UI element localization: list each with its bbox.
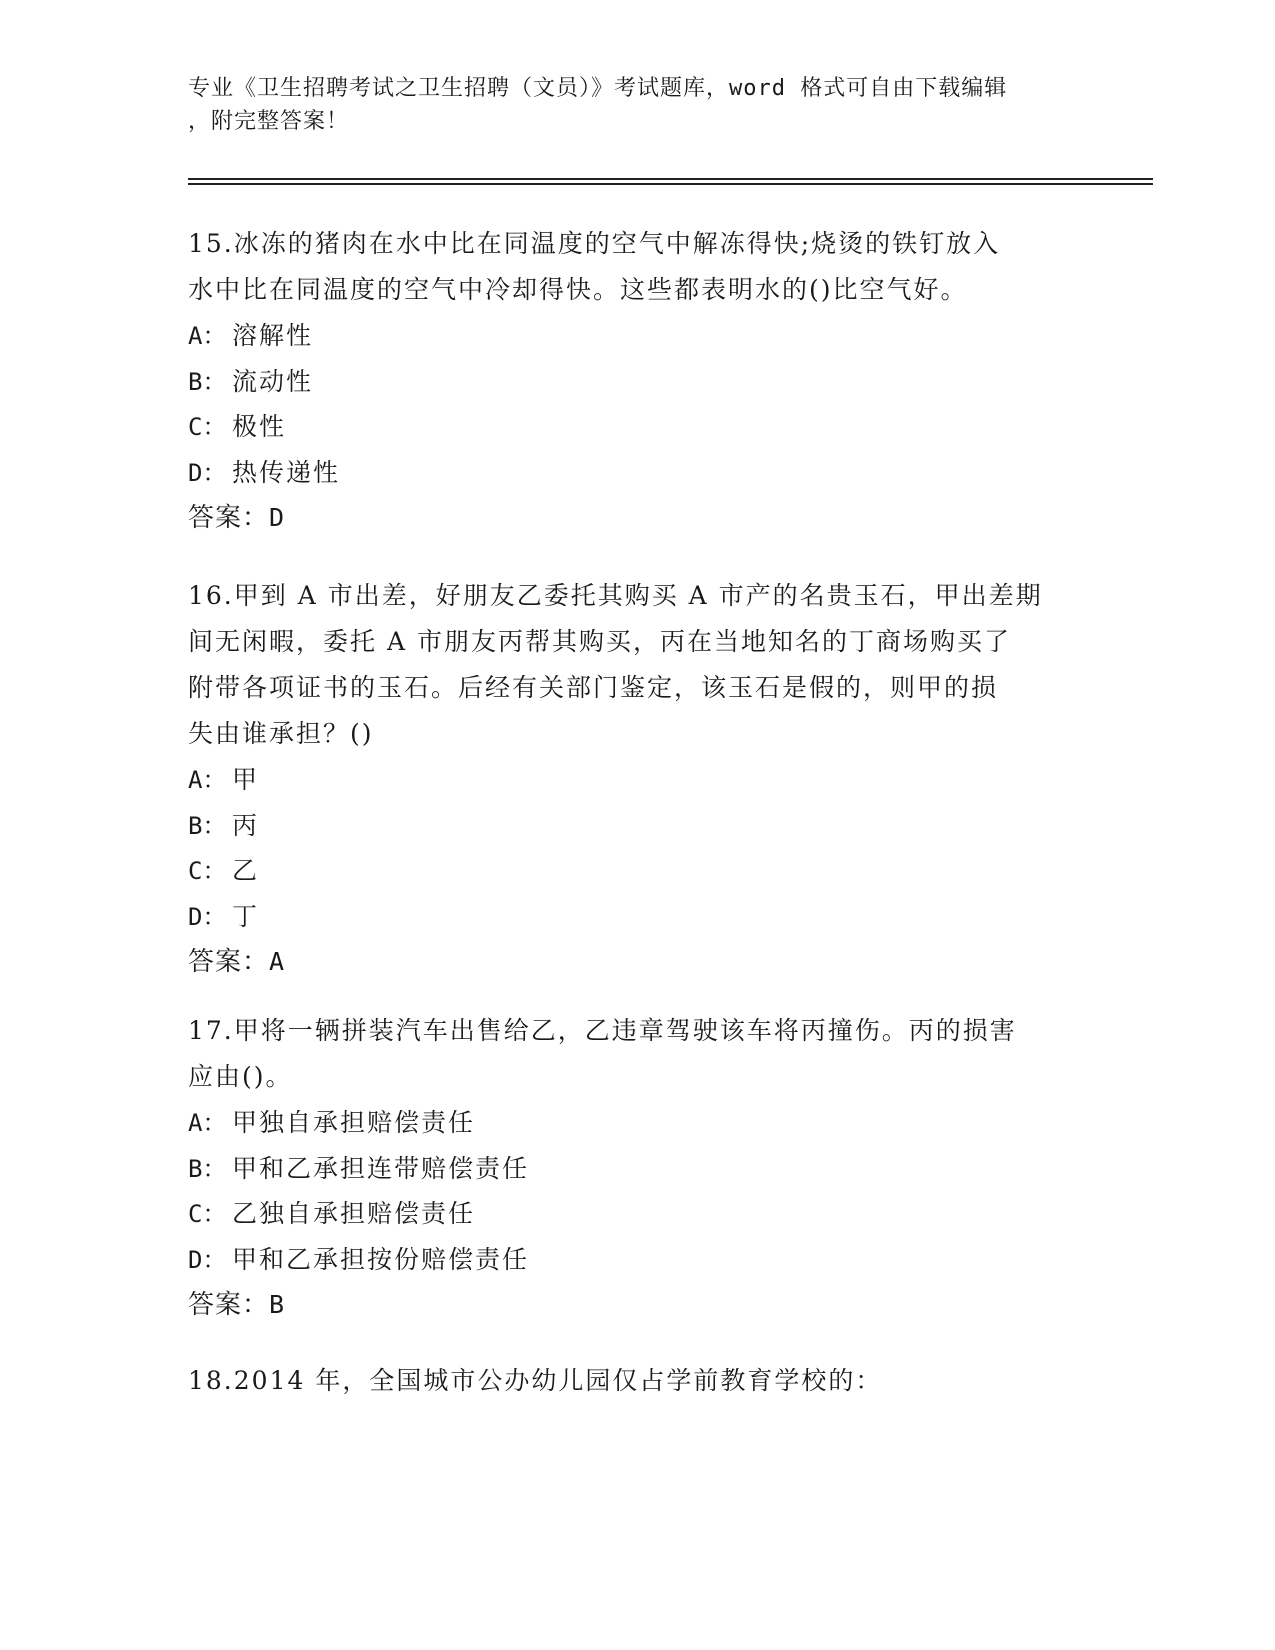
option-text: 甲和乙承担按份赔偿责任 xyxy=(232,1244,530,1274)
option-key: A： xyxy=(188,766,227,794)
option-key: B： xyxy=(188,1154,227,1183)
answer-value: A xyxy=(269,947,286,976)
stem-line: 18.2014 年，全国城市公办幼儿园仅占学前教育学校的： xyxy=(188,1366,883,1395)
answer-label: 答案： xyxy=(188,503,270,533)
option-b xyxy=(188,359,1088,405)
option-key: D： xyxy=(188,1245,227,1274)
answer-line xyxy=(188,1282,1088,1328)
question-17 xyxy=(188,1008,1088,1328)
question-15 xyxy=(188,221,1088,541)
answer-value: D xyxy=(269,503,286,532)
stem-line: 附带各项证书的玉石。后经有关部门鉴定，该玉石是假的，则甲的损 xyxy=(188,673,999,702)
option-key: D： xyxy=(188,458,227,487)
option-d xyxy=(188,450,1088,496)
header-line-1: 专业《卫生招聘考试之卫生招聘（文员）》考试题库，word 格式可自由下载编辑 xyxy=(188,76,1008,101)
option-key: B： xyxy=(188,811,227,840)
question-stem xyxy=(188,221,1088,313)
option-text: 丁 xyxy=(232,901,260,931)
stem-line: 17.甲将一辆拼装汽车出售给乙，乙违章驾驶该车将丙撞伤。丙的损害 xyxy=(188,1016,1017,1045)
question-stem xyxy=(188,1358,1088,1404)
document-header xyxy=(188,72,1088,138)
answer-label: 答案： xyxy=(188,947,270,977)
stem-line: 水中比在同温度的空气中冷却得快。这些都表明水的()比空气好。 xyxy=(188,275,968,304)
answer-value: B xyxy=(269,1290,286,1319)
option-c xyxy=(188,1191,1088,1237)
option-text: 热传递性 xyxy=(232,457,341,487)
option-text: 溶解性 xyxy=(232,321,314,350)
option-a xyxy=(188,757,1088,803)
option-text: 乙 xyxy=(232,856,260,885)
stem-line: 间无闲暇，委托 A 市朋友丙帮其购买，丙在当地知名的丁商场购买了 xyxy=(188,627,1011,656)
header-rule-top xyxy=(188,178,1153,180)
question-stem xyxy=(188,573,1088,757)
option-text: 甲独自承担赔偿责任 xyxy=(232,1108,476,1137)
question-18 xyxy=(188,1358,1088,1404)
option-text: 甲 xyxy=(232,765,260,794)
stem-line: 16.甲到 A 市出差，好朋友乙委托其购买 A 市产的名贵玉石，甲出差期 xyxy=(188,581,1043,610)
option-c xyxy=(188,404,1088,450)
header-line-2: ，附完整答案！ xyxy=(188,109,350,134)
stem-line: 15.冰冻的猪肉在水中比在同温度的空气中解冻得快;烧烫的铁钉放入 xyxy=(188,229,1001,258)
option-text: 甲和乙承担连带赔偿责任 xyxy=(232,1153,530,1183)
option-key: B： xyxy=(188,367,227,396)
answer-label: 答案： xyxy=(188,1290,270,1320)
option-text: 丙 xyxy=(232,810,260,840)
option-key: A： xyxy=(188,1109,227,1137)
option-text: 乙独自承担赔偿责任 xyxy=(232,1199,476,1228)
question-16 xyxy=(188,573,1088,985)
stem-line: 应由()。 xyxy=(188,1062,293,1091)
option-d xyxy=(188,894,1088,940)
option-c xyxy=(188,848,1088,894)
option-key: A： xyxy=(188,322,227,350)
answer-line xyxy=(188,495,1088,541)
option-text: 极性 xyxy=(232,412,287,441)
option-key: C： xyxy=(188,857,227,885)
option-a xyxy=(188,313,1088,359)
option-a xyxy=(188,1100,1088,1146)
header-rule-bottom xyxy=(188,183,1153,185)
option-b xyxy=(188,803,1088,849)
option-b xyxy=(188,1146,1088,1192)
answer-line xyxy=(188,939,1088,985)
option-key: D： xyxy=(188,902,227,931)
option-key: C： xyxy=(188,413,227,441)
option-key: C： xyxy=(188,1200,227,1228)
option-d xyxy=(188,1237,1088,1283)
option-text: 流动性 xyxy=(232,366,314,396)
question-stem xyxy=(188,1008,1088,1100)
stem-line: 失由谁承担？() xyxy=(188,719,374,748)
